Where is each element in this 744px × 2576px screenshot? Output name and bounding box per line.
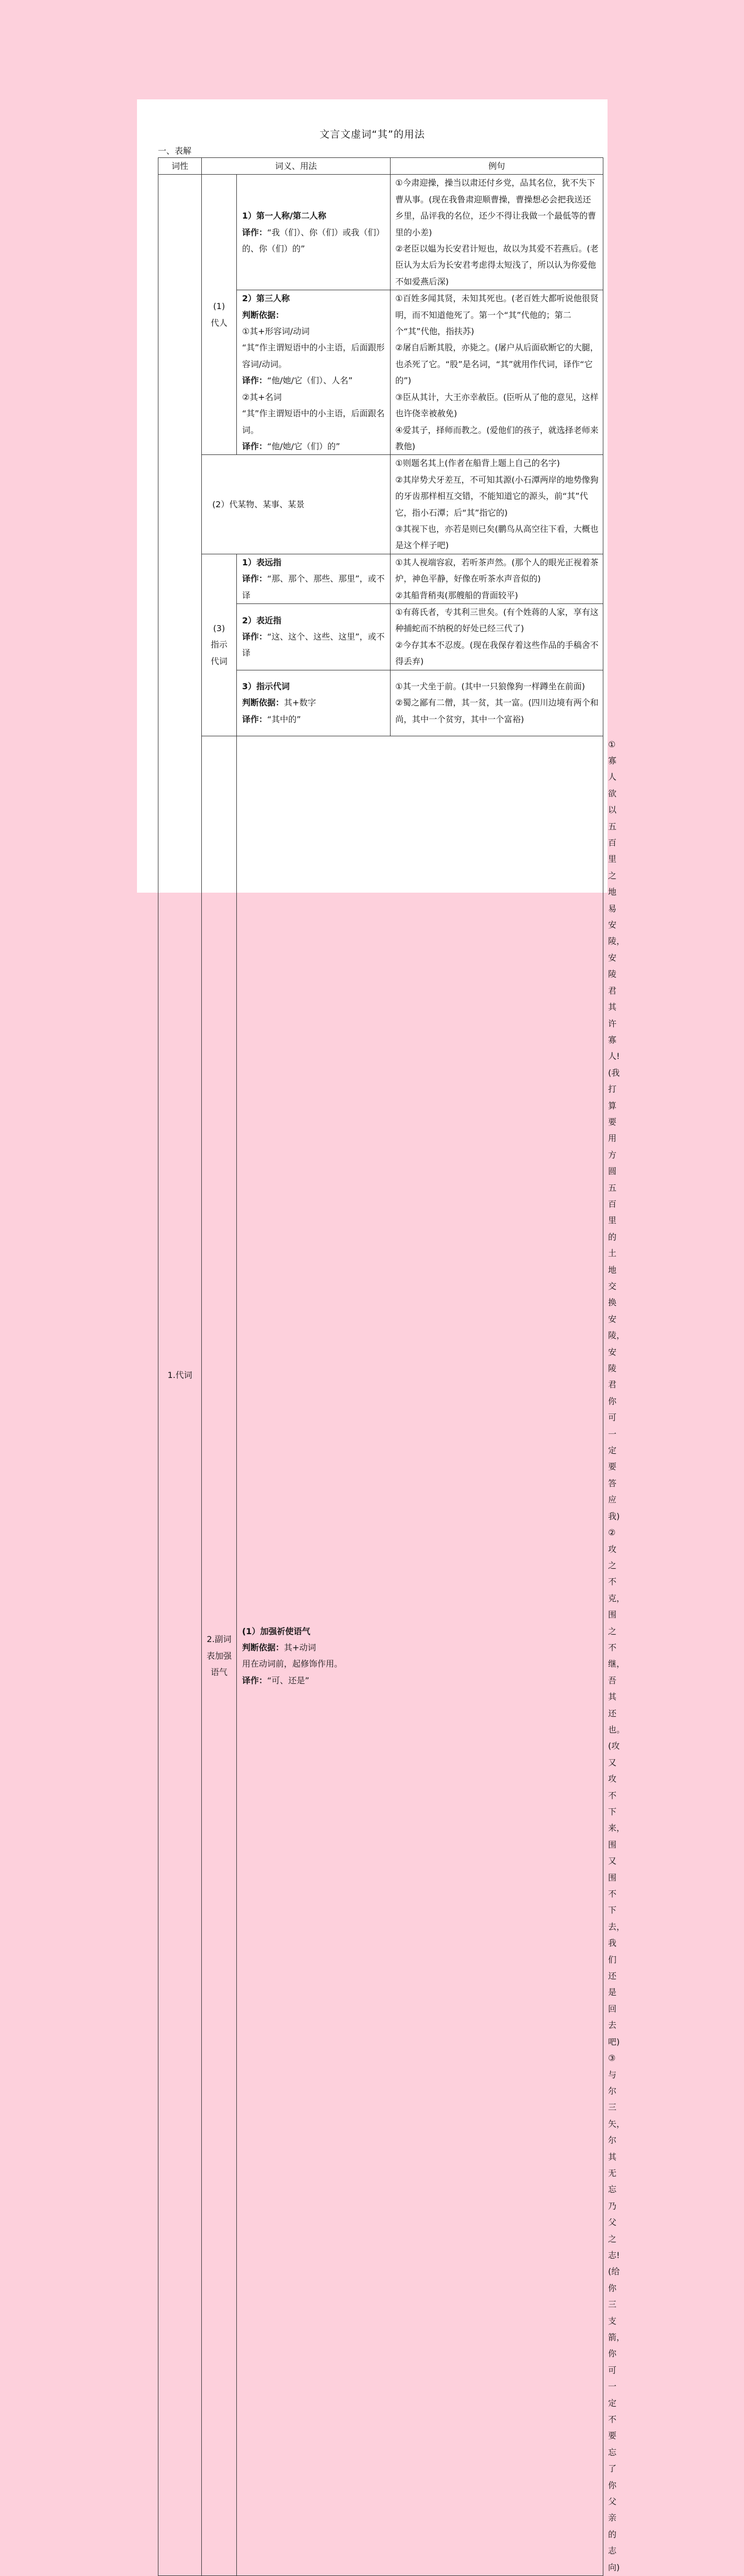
usage-third-person: 2）第三人称 判断依据： ①其+形容词/动词 “其”作主谓短语中的小主语，后面跟形容词/动词。 译作：“他/她/它（们）、人名” ②其+名词 “其”作主谓短语中的小主语，后面跟名词。 译作：“他/她/它（们）的”: [237, 290, 391, 455]
examples-things: ①则题名其上(作者在船背上题上自己的名字) ②其岸势犬牙差互，不可知其源(小石潭两岸的地势像狗的牙齿那样相互交错，不能知道它的源头，前“其”代它，指小石潭；后“其”指它的) ③其视下也，亦若是则已矣(鹏鸟从高空往下看，大概也是这个样子吧): [391, 455, 603, 554]
table-row: [158, 175, 603, 290]
examples-far: ①其人视端容寂，若听茶声然。(那个人的眼光正视着茶炉，神色平静，好像在听茶水声音似的) ②其船背稍夷(那艘船的背面较平): [391, 554, 603, 603]
examples-within: ①其一犬坐于前。(其中一只狼像狗一样蹲坐在前面) ②蜀之鄙有二僧，其一贫，其一富。(四川边境有两个和尚，其中一个贫穷，其中一个富裕): [391, 670, 603, 736]
usage-first-second-person: 1）第一人称/第二人称 译作：“我（们）、你（们）或我（们）的、你（们）的”: [237, 175, 391, 290]
usage-within: 3）指示代词 判断依据：其+数字 译作：“其中的”: [237, 670, 391, 736]
usage-things: (2）代某物、某事、某景: [202, 455, 391, 554]
header-examples: 例句: [391, 158, 603, 175]
header-pos: 词性: [158, 158, 202, 175]
examples-first-second-person: ①今肃迎操，操当以肃还付乡党，品其名位，犹不失下曹从事。(现在我鲁肃迎顺曹操，曹操想必会把我送还乡里，品评我的名位，还少不得让我做一个最低等的曹里的小差) ②老臣以媪为长安君计短也，故以为其爱不若燕后。(老臣认为太后为长安君考虑得太短浅了，所以认为你爱他不如爱燕后深): [391, 175, 603, 290]
table-row: [158, 455, 603, 554]
table-row: [158, 554, 603, 603]
table-header-row: [158, 158, 603, 175]
examples-third-person: ①百姓多闻其贤，未知其死也。(老百姓大都听说他很贤明，而不知道他死了。第一个“其”代他的；第二个“其”代他，指扶苏) ②屠自后断其股，亦毙之。(屠户从后面砍断它的大腿，也杀死了它。“股”是名词，“其”就用作代词，译作“它的”) ③臣从其计，大王亦幸赦臣。(臣听从了他的意见，这样也许侥幸被赦免) ④爱其子，择师而教之。(爱他们的孩子，就选择老师来教他): [391, 290, 603, 455]
pos-adverb: 2.副词 表加强 语气: [202, 736, 237, 2576]
section-heading: 一、表解: [158, 146, 192, 156]
usage-adverb: (1）加强祈使语气 判断依据：其+动词 用在动词前，起修饰作用。 译作：“可、还是”: [237, 736, 603, 2576]
document-page: [137, 99, 625, 2572]
usage-near: 2）表近指 译作：“这、这个、这些、这里”，或不译: [237, 603, 391, 670]
usage-far: 1）表远指 译作：“那、那个、那些、那里”，或不译: [237, 554, 391, 603]
header-usage: 词义、用法: [202, 158, 391, 175]
sub-demonstrative-label: (3) 指示 代词: [202, 554, 237, 736]
examples-near: ①有蒋氏者，专其利三世矣。(有个姓蒋的人家，享有这种捕蛇而不纳税的好处已经三代了) ②今存其本不忍废。(现在我保存着这些作品的手稿舍不得丢弃): [391, 603, 603, 670]
sub-personal-label: (1) 代人: [202, 175, 237, 455]
page-title: 文言文虚词“其”的用法: [319, 129, 425, 140]
usage-table: [158, 157, 625, 2576]
pos-pronoun: 1.代词: [158, 175, 202, 2576]
table-row: 2.副词 表加强 语气 (1）加强祈使语气 判断依据：其+动词 用在动词前，起修饰作用。 译作：“可、还是” ①寡人欲以五百里之地易安陵，安陵君其许寡人!(我打算要用方圆五百里的土地交换安陵，安陵君你可一定要答应我) ②攻之不克，围之不继，吾其还也。(攻又攻不下来，围又围不下去，我们还是回去吧) ③与尔三矢，尔其无忘乃父之志!(给你三支箭，你可一定不要忘了你父亲的志向): [158, 736, 603, 2576]
